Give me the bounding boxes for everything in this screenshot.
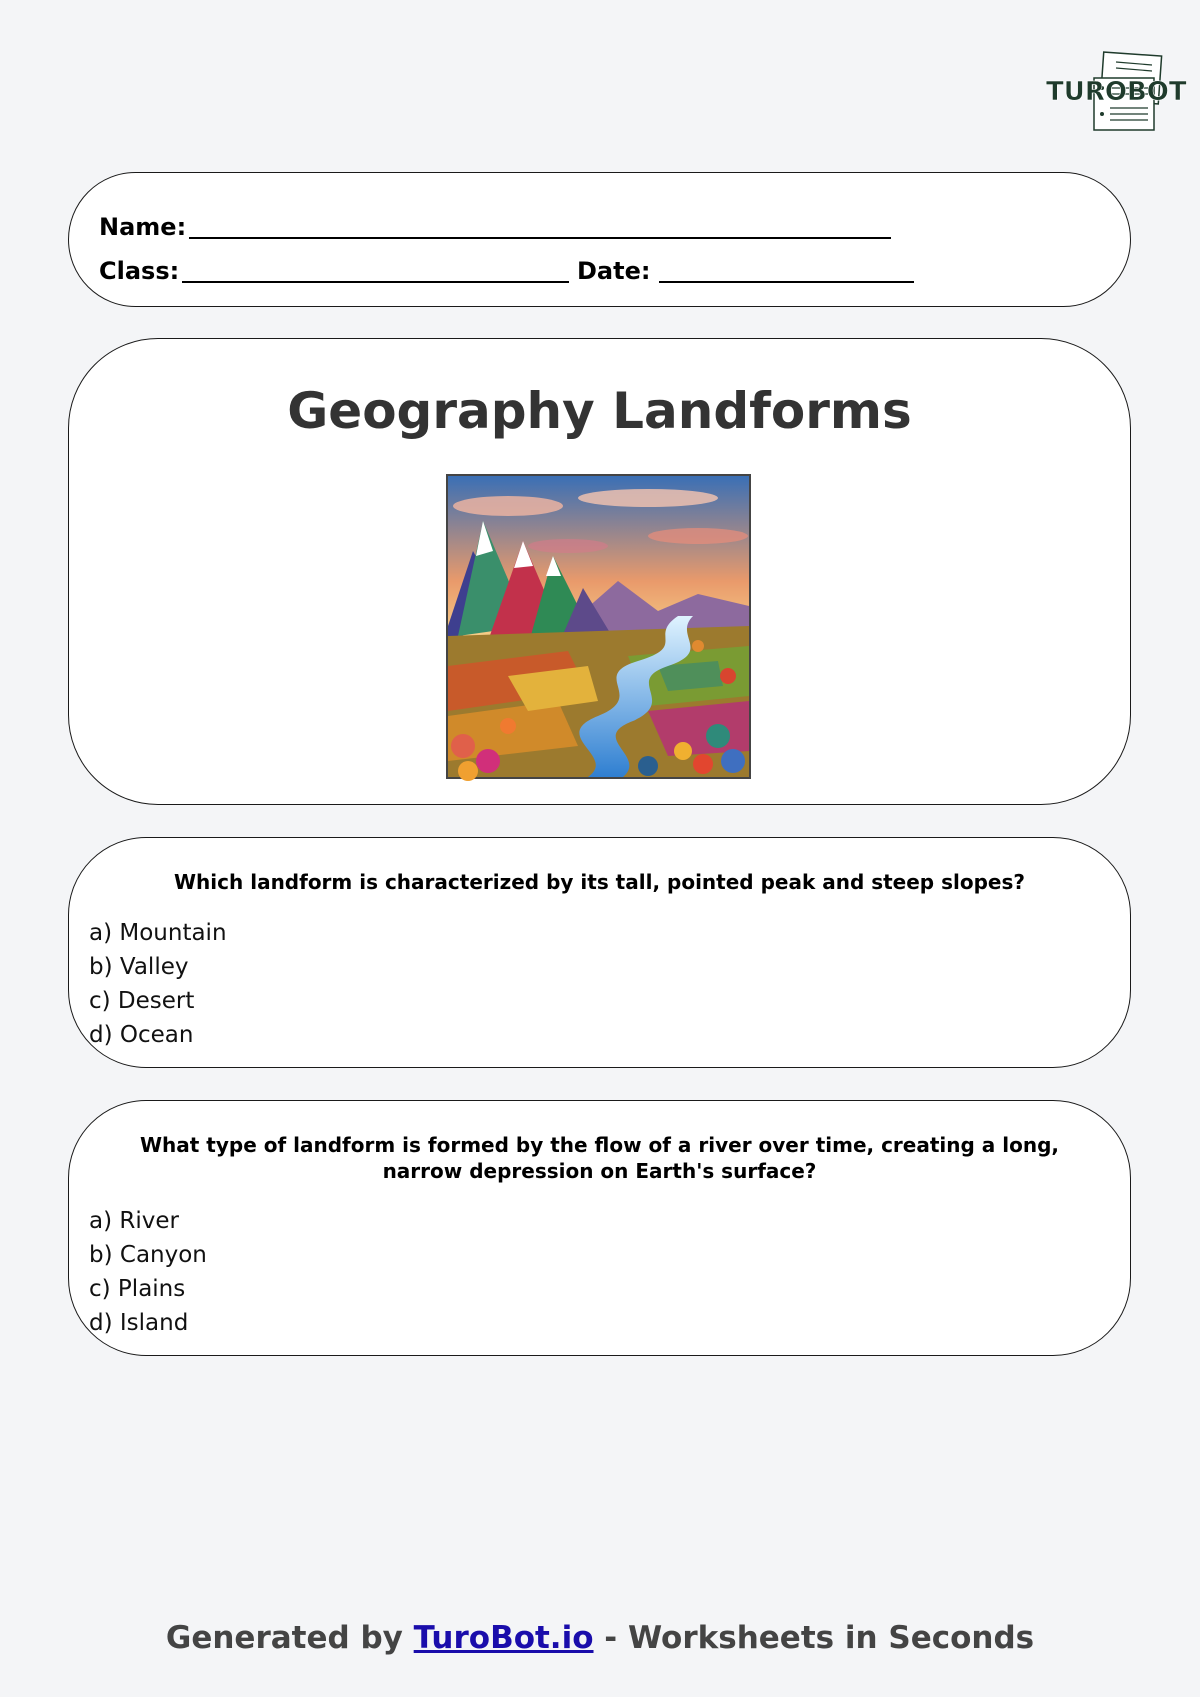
answer-options [89,916,227,1052]
answer-option[interactable]: a) River [89,1208,179,1234]
date-field[interactable] [659,281,914,283]
answer-option[interactable]: b) Canyon [89,1242,207,1268]
turobot-link[interactable]: TuroBot.io [413,1620,594,1656]
landscape-image [446,474,751,779]
answer-options [89,1204,207,1340]
footer [0,1614,1200,1662]
worksheet-stack-icon [1044,50,1187,138]
name-label: Name: [99,213,187,241]
question-text: What type of landform is formed by the flow of a river over time, creating a long, narrow depression on Earth's surface? [139,1133,1059,1183]
answer-option[interactable]: c) Plains [89,1276,186,1302]
answer-option[interactable]: a) Mountain [89,920,227,946]
name-field[interactable] [189,237,891,239]
class-label: Class: [99,257,180,285]
answer-option[interactable]: d) Island [89,1310,189,1336]
question-card-2 [68,1100,1131,1356]
title-card [68,338,1131,805]
footer-prefix: Generated by [165,1620,414,1656]
date-label: Date: [577,257,651,285]
student-info-card [68,172,1131,307]
answer-option[interactable]: b) Valley [89,954,189,980]
worksheet-title: Geography Landforms [287,382,912,440]
class-field[interactable] [182,281,569,283]
answer-option[interactable]: d) Ocean [89,1022,194,1048]
footer-suffix: - Worksheets in Seconds [593,1620,1035,1656]
question-text: Which landform is characterized by its tall, pointed peak and steep slopes? [174,870,1025,894]
question-card-1 [68,837,1131,1068]
turobot-logo [1044,50,1187,138]
logo-text: TUROBOT [1046,77,1187,107]
answer-option[interactable]: c) Desert [89,988,195,1014]
